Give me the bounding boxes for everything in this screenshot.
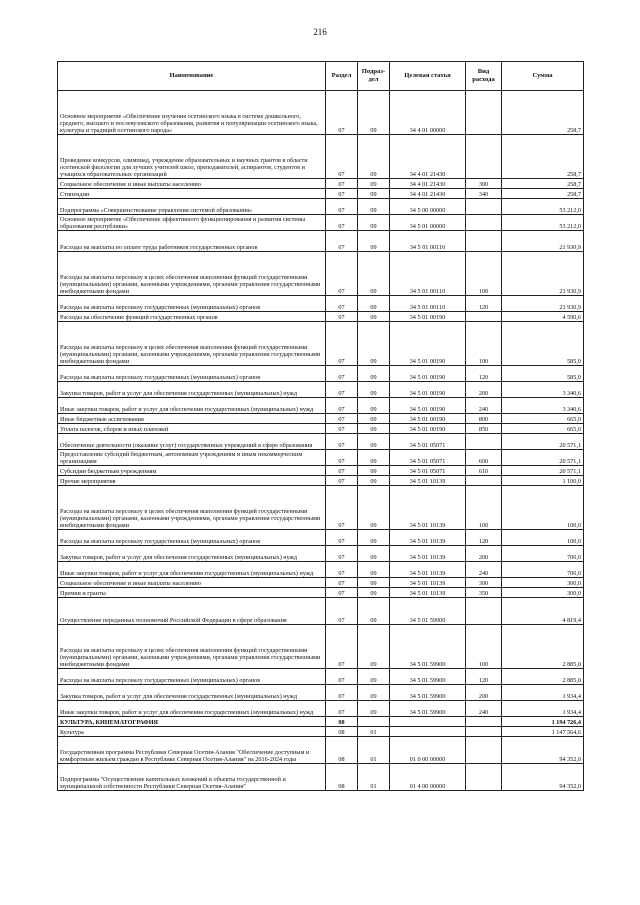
column-header-name: Наименование (58, 62, 326, 91)
table-row (58, 398, 584, 414)
cell-section: 07 (326, 135, 358, 179)
table-row (58, 312, 584, 322)
cell-subsection: 09 (358, 546, 390, 562)
cell-section: 07 (326, 199, 358, 215)
cell-subsection: 09 (358, 215, 390, 231)
cell-name: Расходы на выплаты персоналу в целях обеспечения выполнения функций государственными (муниципальными) органами, казенными учреждениями, органами управления государственными внебюджетными фондами (58, 322, 326, 366)
cell-section: 07 (326, 398, 358, 414)
cell-target: 34 5 01 00190 (390, 366, 466, 382)
cell-subsection: 09 (358, 701, 390, 717)
cell-name: Уплата налогов, сборов и иных платежей (58, 424, 326, 434)
cell-section: 07 (326, 530, 358, 546)
cell-name: Расходы на выплаты персоналу в целях обеспечения выполнения функций государственными (муниципальными) органами, казенными учреждениями, органами управления государственными внебюджетными фондами (58, 625, 326, 669)
cell-type (466, 91, 502, 135)
cell-target: 34 5 01 59900 (390, 669, 466, 685)
table-row (58, 578, 584, 588)
table-row (58, 135, 584, 179)
cell-type: 240 (466, 562, 502, 578)
page-number: 216 (313, 27, 327, 37)
cell-subsection: 09 (358, 450, 390, 466)
cell-sum: 700,0 (502, 562, 584, 578)
cell-type: 340 (466, 189, 502, 199)
cell-name: Культура (58, 727, 326, 737)
cell-target: 34 5 01 00000 (390, 215, 466, 231)
cell-section: 07 (326, 382, 358, 398)
cell-sum: 94 352,0 (502, 737, 584, 764)
cell-section: 07 (326, 424, 358, 434)
cell-name: Иные закупки товаров, работ и услуг для обеспечения государственных (муниципальных) нужд (58, 398, 326, 414)
cell-name: Проведение конкурсов, олимпиад, учреждение образовательных и научных грантов в области осетинской филологии для лучших учителей школ, преподавателей, аспирантов, студентов и учащихся образовательных организаций (58, 135, 326, 179)
cell-target: 34 4 01 21430 (390, 135, 466, 179)
cell-sum: 258,7 (502, 135, 584, 179)
cell-type: 850 (466, 424, 502, 434)
table-row (58, 189, 584, 199)
cell-section: 07 (326, 91, 358, 135)
cell-type (466, 717, 502, 727)
cell-name: Расходы на выплаты персоналу государственных (муниципальных) органов (58, 296, 326, 312)
cell-type: 300 (466, 179, 502, 189)
cell-section: 07 (326, 312, 358, 322)
cell-sum: 21 930,9 (502, 231, 584, 252)
cell-name: Осуществление переданных полномочий Российской Федерации в сфере образования (58, 598, 326, 625)
cell-subsection: 09 (358, 189, 390, 199)
cell-target: 34 5 01 10139 (390, 486, 466, 530)
cell-target: 34 5 01 00190 (390, 322, 466, 366)
cell-target: 34 5 01 05071 (390, 450, 466, 466)
cell-type (466, 476, 502, 486)
cell-target: 34 5 01 59900 (390, 685, 466, 701)
table-row (58, 727, 584, 737)
cell-type: 610 (466, 466, 502, 476)
cell-type: 350 (466, 588, 502, 598)
cell-subsection: 09 (358, 486, 390, 530)
cell-name: КУЛЬТУРА, КИНЕМАТОГРАФИЯ (58, 717, 326, 727)
cell-name: Субсидии бюджетным учреждениям (58, 466, 326, 476)
cell-subsection: 09 (358, 685, 390, 701)
cell-target: 34 5 01 00110 (390, 296, 466, 312)
cell-name: Расходы на выплаты персоналу государственных (муниципальных) органов (58, 366, 326, 382)
cell-sum: 53 212,0 (502, 199, 584, 215)
cell-target: 34 5 01 10139 (390, 562, 466, 578)
cell-section: 07 (326, 588, 358, 598)
cell-sum: 3 340,6 (502, 382, 584, 398)
cell-name: Государственная программа Республики Северная Осетия-Алания "Обеспечение доступным и комфортным жильем граждан в Республике Северная Осетия-Алания" на 2016-2024 годы (58, 737, 326, 764)
cell-sum: 20 571,1 (502, 466, 584, 476)
table-row (58, 669, 584, 685)
cell-subsection: 09 (358, 588, 390, 598)
table-row (58, 382, 584, 398)
cell-name: Расходы на обеспечение функций государственных органов (58, 312, 326, 322)
cell-subsection: 09 (358, 231, 390, 252)
cell-section: 07 (326, 486, 358, 530)
cell-section: 07 (326, 466, 358, 476)
table-row (58, 486, 584, 530)
cell-subsection: 09 (358, 312, 390, 322)
cell-target: 34 5 01 10139 (390, 578, 466, 588)
cell-target: 34 5 00 00000 (390, 199, 466, 215)
cell-type: 240 (466, 398, 502, 414)
cell-sum: 258,7 (502, 189, 584, 199)
cell-target: 34 5 01 59900 (390, 598, 466, 625)
cell-type: 120 (466, 530, 502, 546)
cell-sum: 300,0 (502, 588, 584, 598)
cell-name: Закупка товаров, работ и услуг для обеспечения государственных (муниципальных) нужд (58, 546, 326, 562)
cell-name: Социальное обеспечение и иные выплаты населению (58, 179, 326, 189)
cell-sum: 300,0 (502, 578, 584, 588)
cell-target: 34 4 01 21430 (390, 179, 466, 189)
table-row (58, 450, 584, 466)
cell-name: Иные бюджетные ассигнования (58, 414, 326, 424)
cell-name: Предоставление субсидий бюджетным, автономным учреждениям и иным некоммерческим организациям (58, 450, 326, 466)
table-row (58, 562, 584, 578)
table-row (58, 764, 584, 791)
cell-target: 34 5 01 00110 (390, 231, 466, 252)
cell-section: 07 (326, 322, 358, 366)
table-row (58, 476, 584, 486)
table-row (58, 685, 584, 701)
cell-subsection: 09 (358, 91, 390, 135)
cell-type: 200 (466, 685, 502, 701)
cell-subsection: 01 (358, 764, 390, 791)
cell-type (466, 215, 502, 231)
cell-target: 34 5 01 59900 (390, 701, 466, 717)
cell-type (466, 764, 502, 791)
cell-section: 07 (326, 252, 358, 296)
cell-sum: 20 571,1 (502, 434, 584, 450)
cell-target: 34 5 01 59900 (390, 625, 466, 669)
cell-target: 34 5 01 10139 (390, 546, 466, 562)
cell-section: 07 (326, 701, 358, 717)
cell-sum: 1 147 564,6 (502, 727, 584, 737)
cell-target: 01 0 00 00000 (390, 737, 466, 764)
cell-subsection: 09 (358, 562, 390, 578)
cell-sum: 53 212,0 (502, 215, 584, 231)
cell-subsection: 09 (358, 414, 390, 424)
cell-type: 300 (466, 578, 502, 588)
table-body (58, 91, 584, 791)
table-row (58, 424, 584, 434)
column-header-target: Целевая статья (390, 62, 466, 91)
cell-section: 07 (326, 231, 358, 252)
cell-type: 200 (466, 546, 502, 562)
cell-subsection: 01 (358, 737, 390, 764)
cell-section: 07 (326, 189, 358, 199)
cell-name: Расходы на выплаты по оплате труда работников государственных органов (58, 231, 326, 252)
table-row (58, 737, 584, 764)
cell-name: Иные закупки товаров, работ и услуг для обеспечения государственных (муниципальных) нужд (58, 562, 326, 578)
cell-sum: 665,0 (502, 424, 584, 434)
table-row (58, 546, 584, 562)
cell-subsection: 01 (358, 727, 390, 737)
cell-sum: 1 934,4 (502, 701, 584, 717)
cell-subsection (358, 717, 390, 727)
cell-target: 34 5 01 00190 (390, 414, 466, 424)
cell-subsection: 09 (358, 669, 390, 685)
cell-subsection: 09 (358, 199, 390, 215)
cell-section: 08 (326, 764, 358, 791)
table-row (58, 588, 584, 598)
cell-target: 34 5 01 00190 (390, 424, 466, 434)
cell-type: 240 (466, 701, 502, 717)
cell-sum: 585,0 (502, 366, 584, 382)
cell-section: 08 (326, 717, 358, 727)
cell-section: 07 (326, 562, 358, 578)
cell-subsection: 09 (358, 398, 390, 414)
table-row (58, 466, 584, 476)
cell-type: 120 (466, 296, 502, 312)
cell-subsection: 09 (358, 424, 390, 434)
table-row (58, 434, 584, 450)
cell-subsection: 09 (358, 625, 390, 669)
cell-target: 34 5 01 10139 (390, 588, 466, 598)
cell-section: 07 (326, 296, 358, 312)
cell-subsection: 09 (358, 179, 390, 189)
cell-target (390, 727, 466, 737)
cell-section: 07 (326, 414, 358, 424)
cell-section: 07 (326, 625, 358, 669)
table-row (58, 414, 584, 424)
cell-sum: 2 885,0 (502, 669, 584, 685)
cell-type: 100 (466, 625, 502, 669)
column-header-sum: Сумма (502, 62, 584, 91)
table-row (58, 322, 584, 366)
cell-name: Стипендии (58, 189, 326, 199)
cell-type (466, 727, 502, 737)
cell-name: Расходы на выплаты персоналу государственных (муниципальных) органов (58, 669, 326, 685)
cell-subsection: 09 (358, 598, 390, 625)
cell-subsection: 09 (358, 366, 390, 382)
column-header-section: Раздел (326, 62, 358, 91)
cell-subsection: 09 (358, 434, 390, 450)
cell-sum: 1 194 726,4 (502, 717, 584, 727)
cell-target (390, 717, 466, 727)
cell-target: 34 5 01 10139 (390, 530, 466, 546)
cell-section: 07 (326, 450, 358, 466)
cell-name: Закупка товаров, работ и услуг для обеспечения государственных (муниципальных) нужд (58, 685, 326, 701)
cell-target: 34 5 01 00190 (390, 382, 466, 398)
cell-section: 07 (326, 598, 358, 625)
cell-target: 34 5 01 00190 (390, 312, 466, 322)
cell-section: 07 (326, 179, 358, 189)
cell-type: 600 (466, 450, 502, 466)
cell-name: Расходы на выплаты персоналу в целях обеспечения выполнения функций государственными (муниципальными) органами, казенными учреждениями, органами управления государственными внебюджетными фондами (58, 252, 326, 296)
cell-name: Премии и гранты (58, 588, 326, 598)
cell-subsection: 09 (358, 135, 390, 179)
cell-target: 34 5 01 10139 (390, 476, 466, 486)
cell-section: 07 (326, 546, 358, 562)
table-row (58, 91, 584, 135)
cell-name: Подпрограмма "Осуществление капитальных вложений в объекты государственной и муниципальной собственности Республики Северная Осетия-Алания" (58, 764, 326, 791)
cell-section: 07 (326, 669, 358, 685)
cell-sum: 258,7 (502, 179, 584, 189)
table-row (58, 215, 584, 231)
cell-subsection: 09 (358, 296, 390, 312)
cell-subsection: 09 (358, 252, 390, 296)
table-row (58, 717, 584, 727)
cell-section: 07 (326, 366, 358, 382)
cell-name: Расходы на выплаты персоналу государственных (муниципальных) органов (58, 530, 326, 546)
table-row (58, 366, 584, 382)
budget-table (57, 61, 584, 791)
cell-section: 07 (326, 434, 358, 450)
cell-section: 08 (326, 727, 358, 737)
cell-sum: 3 340,6 (502, 398, 584, 414)
cell-sum: 21 930,9 (502, 296, 584, 312)
cell-sum: 21 930,9 (502, 252, 584, 296)
cell-type (466, 434, 502, 450)
cell-name: Прочие мероприятия (58, 476, 326, 486)
cell-name: Иные закупки товаров, работ и услуг для обеспечения государственных (муниципальных) нужд (58, 701, 326, 717)
table-row (58, 701, 584, 717)
cell-subsection: 09 (358, 578, 390, 588)
cell-sum: 4 590,6 (502, 312, 584, 322)
cell-sum: 94 352,0 (502, 764, 584, 791)
cell-sum: 700,0 (502, 546, 584, 562)
table-row (58, 231, 584, 252)
cell-type (466, 231, 502, 252)
cell-sum: 1 100,0 (502, 476, 584, 486)
cell-type: 800 (466, 414, 502, 424)
cell-target: 01 4 00 00000 (390, 764, 466, 791)
cell-section: 07 (326, 578, 358, 588)
cell-target: 34 5 01 05071 (390, 466, 466, 476)
cell-sum: 665,0 (502, 414, 584, 424)
table-row (58, 252, 584, 296)
cell-name: Обеспечение деятельности (оказание услуг) государственных учреждений в сфере образования (58, 434, 326, 450)
cell-sum: 100,0 (502, 486, 584, 530)
cell-type: 120 (466, 669, 502, 685)
cell-type: 200 (466, 382, 502, 398)
cell-name: Основное мероприятие «Обеспечение изучения осетинского языка в системе дошкольного, среднего, высшего и послевузовского образования, развития и популяризации осетинского языка, культуры и традиций осетинского народа» (58, 91, 326, 135)
cell-sum: 100,0 (502, 530, 584, 546)
table-row (58, 598, 584, 625)
table-row (58, 296, 584, 312)
cell-target: 34 5 01 05071 (390, 434, 466, 450)
cell-type (466, 737, 502, 764)
cell-sum: 258,7 (502, 91, 584, 135)
cell-target: 34 5 01 00190 (390, 398, 466, 414)
cell-sum: 20 571,1 (502, 450, 584, 466)
cell-subsection: 09 (358, 530, 390, 546)
cell-type: 100 (466, 252, 502, 296)
cell-type: 100 (466, 486, 502, 530)
cell-sum: 1 934,4 (502, 685, 584, 701)
cell-type (466, 135, 502, 179)
table-row (58, 530, 584, 546)
table-row (58, 199, 584, 215)
cell-subsection: 09 (358, 476, 390, 486)
cell-type (466, 598, 502, 625)
cell-name: Социальное обеспечение и иные выплаты населению (58, 578, 326, 588)
cell-section: 07 (326, 476, 358, 486)
table-row (58, 179, 584, 189)
cell-subsection: 09 (358, 382, 390, 398)
cell-target: 34 5 01 00110 (390, 252, 466, 296)
cell-section: 07 (326, 685, 358, 701)
cell-sum: 585,0 (502, 322, 584, 366)
cell-target: 34 4 01 00000 (390, 91, 466, 135)
column-header-subsection: Подраз- дел (358, 62, 390, 91)
column-header-type: Вид расхода (466, 62, 502, 91)
cell-section: 08 (326, 737, 358, 764)
cell-type: 100 (466, 322, 502, 366)
table-row (58, 625, 584, 669)
cell-type (466, 312, 502, 322)
table-header-row (58, 62, 584, 91)
cell-name: Расходы на выплаты персоналу в целях обеспечения выполнения функций государственными (муниципальными) органами, казенными учреждениями, органами управления государственными внебюджетными фондами (58, 486, 326, 530)
cell-type: 120 (466, 366, 502, 382)
cell-section: 07 (326, 215, 358, 231)
cell-subsection: 09 (358, 466, 390, 476)
cell-subsection: 09 (358, 322, 390, 366)
cell-name: Основное мероприятие «Обеспечение эффективного функционирования и развития системы образования республики» (58, 215, 326, 231)
cell-name: Подпрограмма «Совершенствование управления системой образования» (58, 199, 326, 215)
cell-sum: 2 885,0 (502, 625, 584, 669)
cell-type (466, 199, 502, 215)
cell-sum: 4 819,4 (502, 598, 584, 625)
cell-name: Закупка товаров, работ и услуг для обеспечения государственных (муниципальных) нужд (58, 382, 326, 398)
cell-target: 34 4 01 21430 (390, 189, 466, 199)
